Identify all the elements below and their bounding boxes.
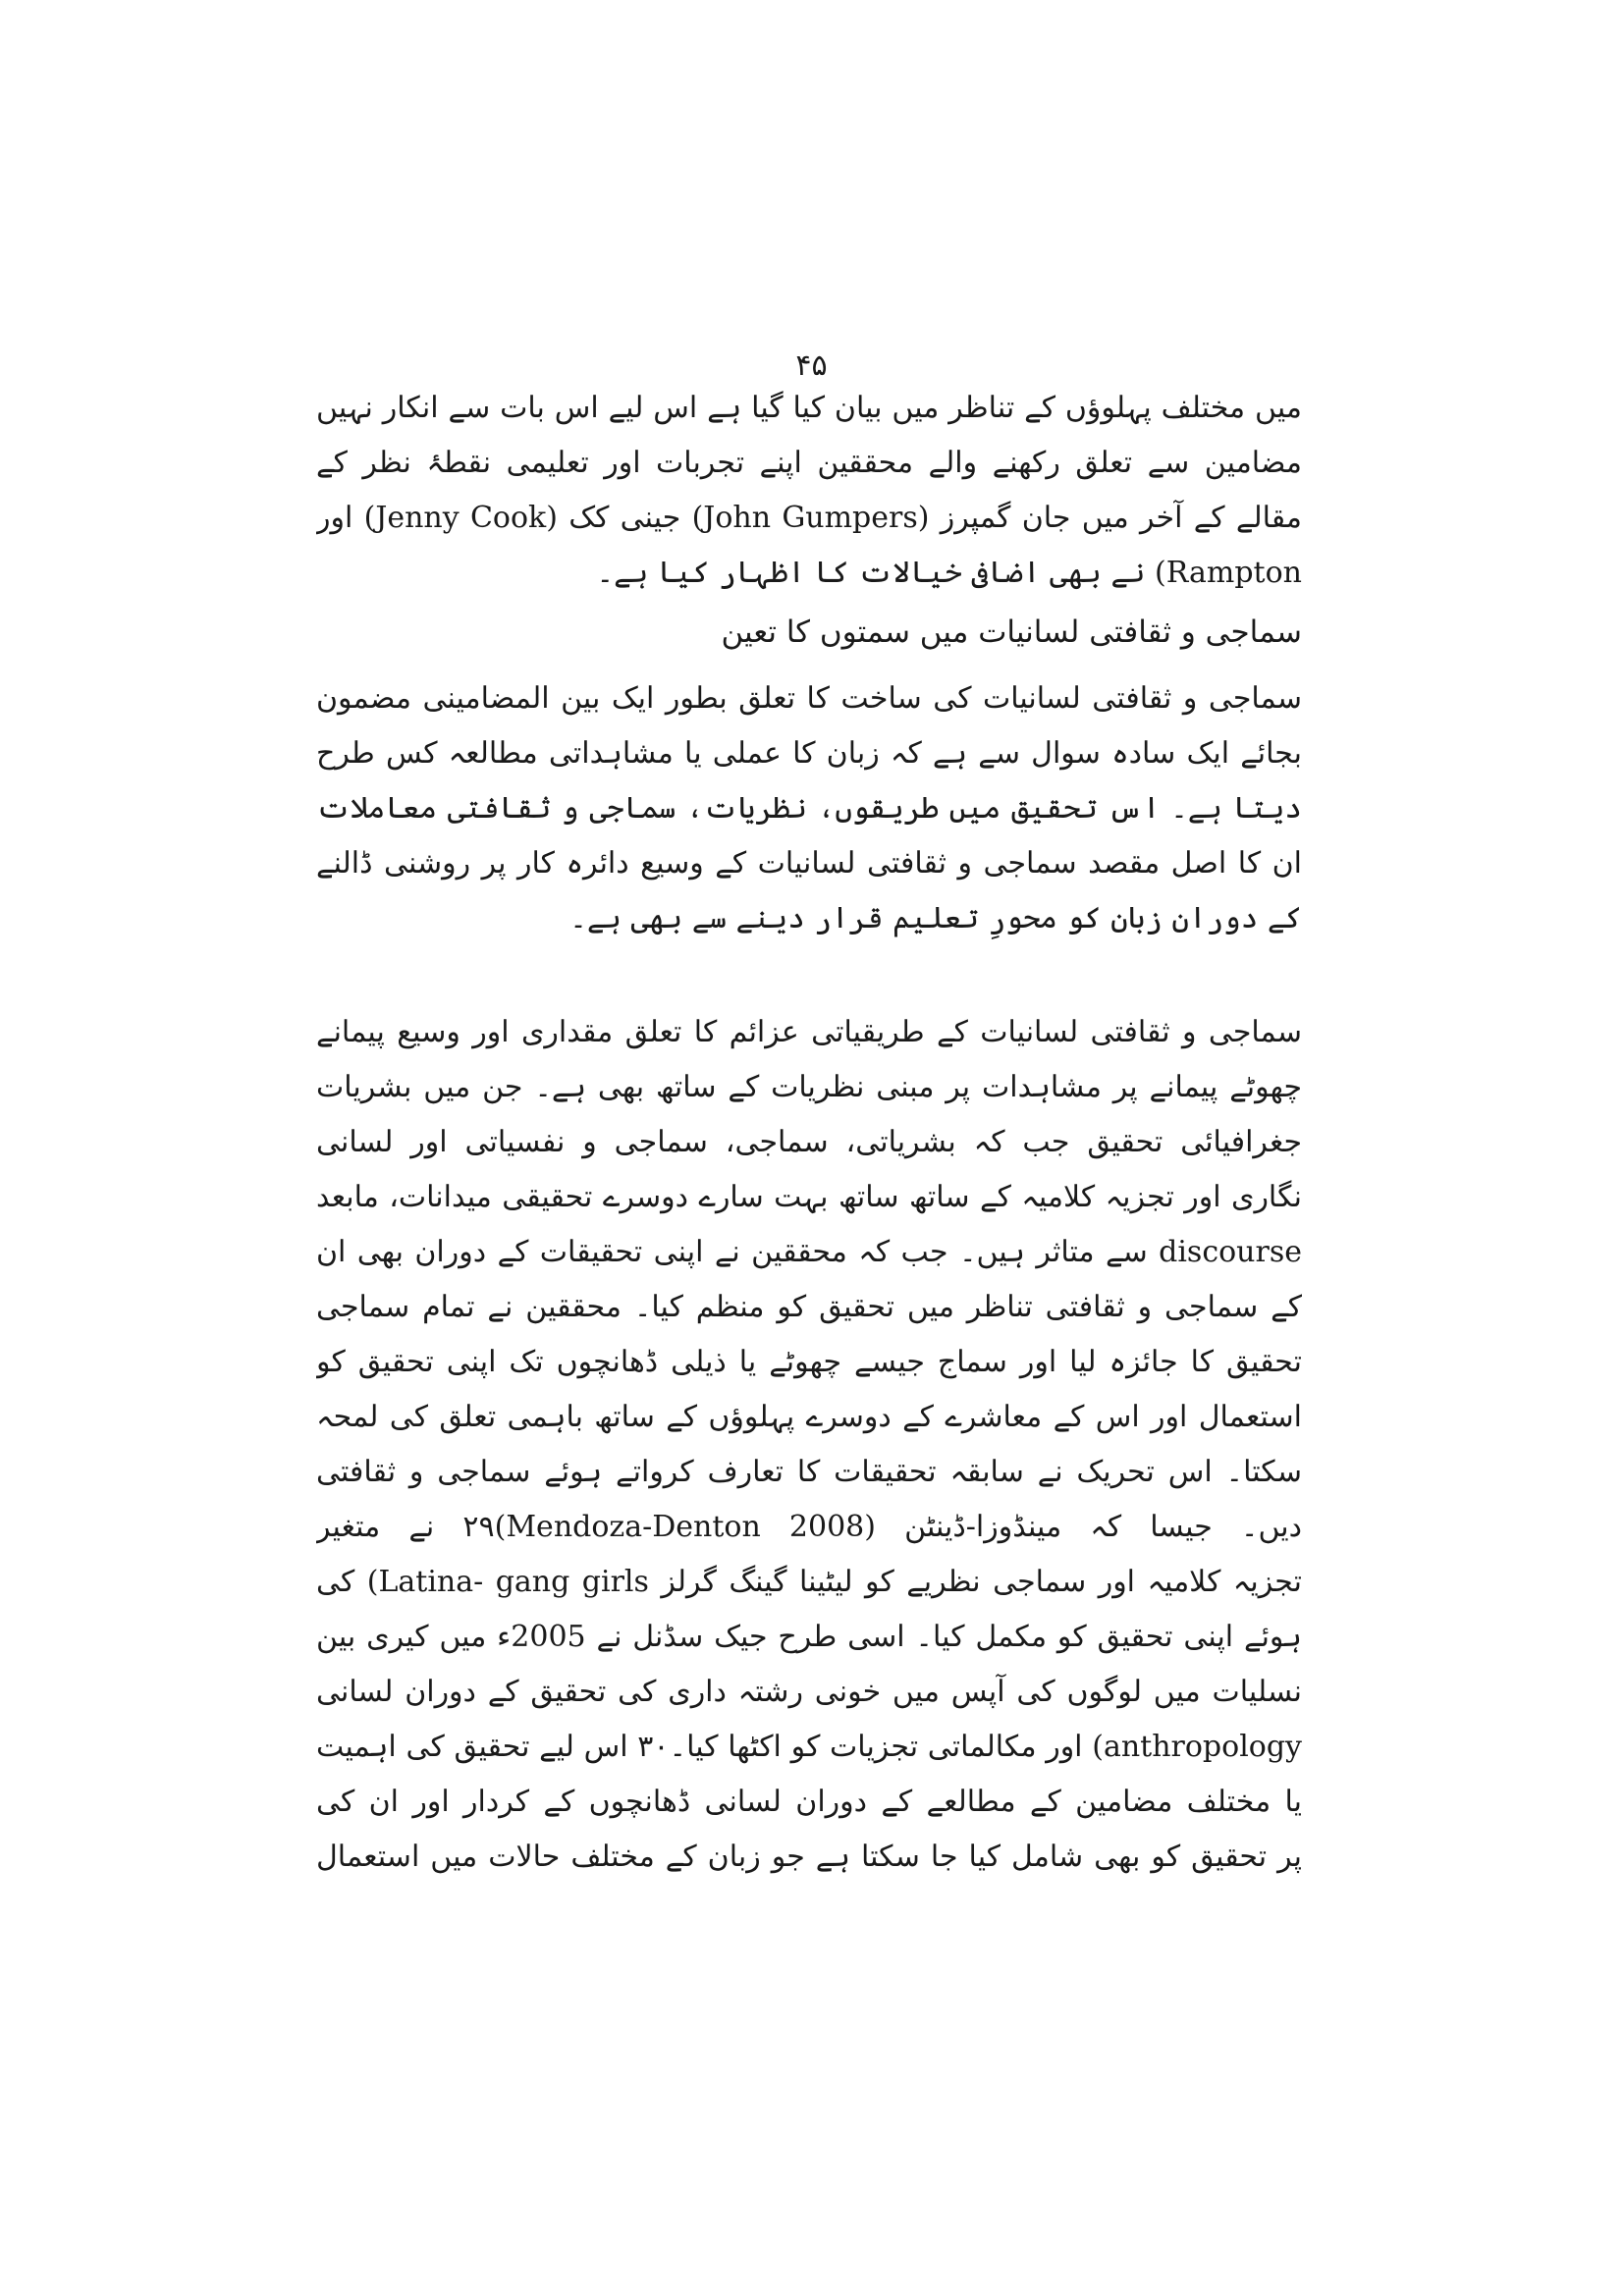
text-line: تجزیہ کلامیہ اور سماجی نظریے کو لیٹینا گینگ گرلز Latina- gang girls) کی <box>316 1565 1302 1599</box>
text-line: سماجی و ثقافتی لسانیات کے طریقیاتی عزائم کا تعلق مقداری اور وسیع پیمانے <box>316 1015 1302 1049</box>
text-line: پر تحقیق کو بھی شامل کیا جا سکتا ہے جو زبان کے مختلف حالات میں استعمال <box>316 1840 1302 1874</box>
paragraph-3 <box>316 1005 1302 1885</box>
text-line: discourse سے متاثر ہیں۔ جب کہ محققین نے اپنی تحقیقات کے دوران بھی ان <box>316 1235 1302 1269</box>
text-line: anthropology) اور مکالماتی تجزیات کو اکٹھا کیا۔۳۰ اس لیے تحقیق کی اہمیت <box>316 1730 1302 1764</box>
text-line: یا مختلف مضامین کے مطالعے کے دوران لسانی ڈھانچوں کے کردار اور ان کی <box>316 1785 1302 1819</box>
text-line: تحقیق کا جائزہ لیا اور سماج جیسے چھوٹے یا ذیلی ڈھانچوں تک اپنی تحقیق کو <box>316 1345 1302 1379</box>
text-line: مقالے کے آخر میں جان گمپرز (John Gumpers) جینی کک (Jenny Cook) اور <box>316 501 1302 535</box>
text-line: دیتا ہے۔ اس تحقیق میں طریقوں، نظریات، سماجی و ثقافتی معاملات <box>316 791 1302 826</box>
text-line: مضامین سے تعلق رکھنے والے محققین اپنے تجربات اور تعلیمی نقطۂ نظر کے <box>316 446 1302 480</box>
text-line: کے سماجی و ثقافتی تناظر میں تحقیق کو منظم کیا۔ محققین نے تمام سماجی <box>316 1290 1302 1324</box>
text-line: دیں۔ جیسا کہ مینڈوزا-ڈینٹن (Mendoza-Denton 2008)۲۹ نے متغیر <box>316 1510 1302 1544</box>
text-line: کے دوران زبان کو محورِ تعلیم قرار دینے سے بھی ہے۔ <box>569 901 1302 935</box>
text-line: ان کا اصل مقصد سماجی و ثقافتی لسانیات کے وسیع دائرہ کار پر روشنی ڈالنے <box>316 846 1302 881</box>
text-line: نگاری اور تجزیہ کلامیہ کے ساتھ ساتھ بہت سارے دوسرے تحقیقی میدانات، مابعد <box>316 1180 1302 1214</box>
text-line: نسلیات میں لوگوں کی آپس میں خونی رشتہ داری کی تحقیق کے دوران لسانی <box>316 1675 1302 1709</box>
text-line: بجائے ایک سادہ سوال سے ہے کہ زبان کا عملی یا مشاہداتی مطالعہ کس طرح <box>316 736 1302 771</box>
text-line: جغرافیائی تحقیق جب کہ بشریاتی، سماجی، سماجی و نفسیاتی اور لسانی <box>316 1125 1302 1159</box>
text-line: سماجی و ثقافتی لسانیات کی ساخت کا تعلق بطور ایک بین المضامینی مضمون <box>316 681 1302 716</box>
page-number: ۴۵ <box>795 348 828 383</box>
text-line: ہوئے اپنی تحقیق کو مکمل کیا۔ اسی طرح جیک سڈنل نے 2005ء میں کیری بین <box>316 1620 1302 1654</box>
lead-paragraph <box>316 381 1302 601</box>
section-heading: سماجی و ثقافتی لسانیات میں سمتوں کا تعین <box>721 614 1302 650</box>
paragraph-2 <box>316 671 1302 946</box>
text-line: چھوٹے پیمانے پر مشاہدات پر مبنی نظریات کے ساتھ بھی ہے۔ جن میں بشریات <box>316 1070 1302 1104</box>
text-line: سکتا۔ اس تحریک نے سابقہ تحقیقات کا تعارف کرواتے ہوئے سماجی و ثقافتی <box>316 1455 1302 1489</box>
section-heading-block <box>316 605 1302 660</box>
text-line: میں مختلف پہلوؤں کے تناظر میں بیان کیا گیا ہے اس لیے اس بات سے انکار نہیں <box>316 391 1302 425</box>
text-line: استعمال اور اس کے معاشرے کے دوسرے پہلوؤں کے ساتھ باہمی تعلق کی لمحہ <box>316 1400 1302 1434</box>
text-line: Rampton) نے بھی اضافی خیالات کا اظہار کیا ہے۔ <box>596 556 1302 590</box>
